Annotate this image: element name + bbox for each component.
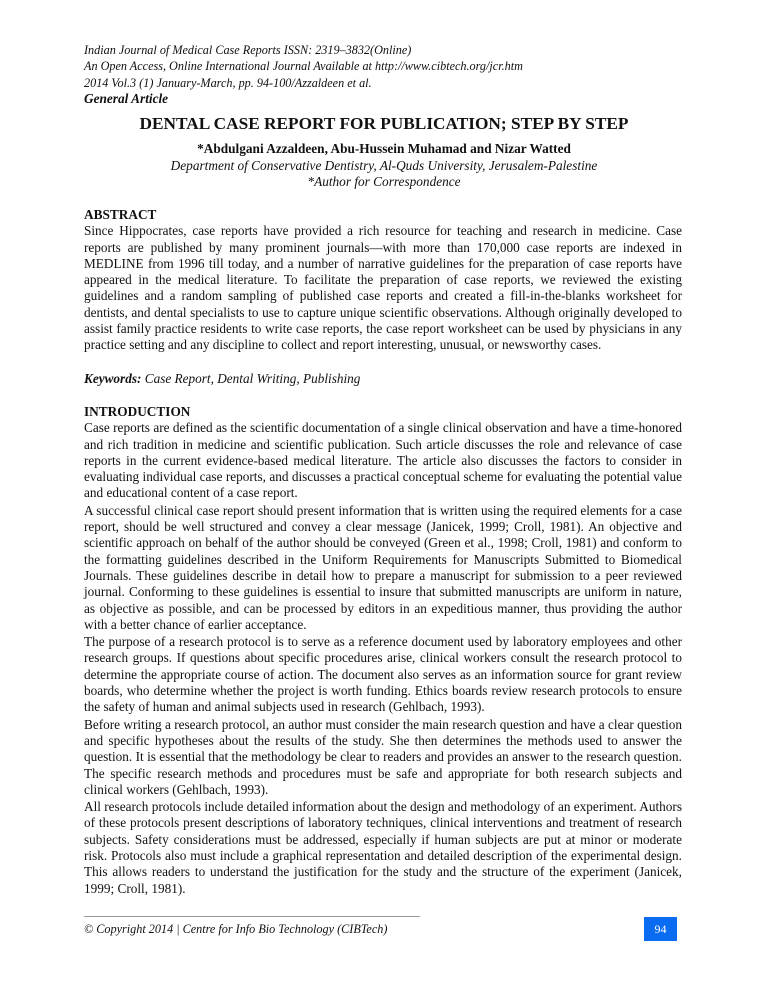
intro-paragraph: All research protocols include detailed information about the design and methodology of an experiment. Authors of these protocols present descriptions of laboratory techniques, clinical interventions and treatment of research subjects. Safety considerations must be addressed, especially if human subjects are put at minor or moderate risk. Protocols also must include a graphical representation and detailed description of the experimental design. This allows readers to understand the justification for the study and the structure of the experiment (Janicek, 1999; Croll, 1981). (84, 799, 682, 896)
affiliation: Department of Conservative Dentistry, Al-Quds University, Jerusalem-Palestine (170, 158, 598, 173)
introduction-heading: INTRODUCTION (84, 403, 191, 419)
journal-header (84, 42, 523, 107)
authors: *Abdulgani Azzaldeen, Abu-Hussein Muhamad and Nizar Watted (197, 141, 571, 156)
page-number: 94 (644, 917, 677, 941)
journal-access: An Open Access, Online International Journal Available at http://www.cibtech.org/jcr.htm (84, 59, 523, 74)
abstract-text: Since Hippocrates, case reports have provided a rich resource for teaching and research in medicine. Case reports are published by many prominent journals—with more than 170,000 case reports are indexed in MEDLINE from 1996 till today, and a number of narrative guidelines for the preparation of case reports have appeared in the medical literature. To facilitate the preparation of case reports, we reviewed the existing guidelines and a random sampling of published case reports and created a fill-in-the-blanks worksheet for dentists, and dental specialists to use to capture unique scientific observations. Although originally developed to assist family practice residents to write case reports, the case report worksheet can be used by physicians in any practice setting and any discipline to collect and report interesting, unusual, or newsworthy cases. (84, 223, 682, 353)
journal-volume: 2014 Vol.3 (1) January-March, pp. 94-100/Azzaldeen et al. (84, 75, 372, 90)
correspondence-note: *Author for Correspondence (307, 174, 461, 189)
intro-paragraph: Before writing a research protocol, an author must consider the main research question and have a clear question and specific hypotheses about the results of the study. She then determines the methods used to answer the question. It is essential that the methodology be clear to readers and provides an answer to the research question. The specific research methods and procedures must be safe and appropriate for both research subjects and clinical workers (Gehlbach, 1993). (84, 716, 682, 797)
article-type: General Article (84, 90, 169, 106)
footer-divider (84, 916, 420, 917)
keywords (84, 371, 682, 387)
paper-body (84, 207, 682, 898)
keywords-text: Case Report, Dental Writing, Publishing (141, 370, 361, 386)
paper-title: DENTAL CASE REPORT FOR PUBLICATION; STEP BY STEP (139, 114, 629, 133)
intro-paragraph: The purpose of a research protocol is to serve as a reference document used by laboratory employees and other research groups. If questions about specific procedures arise, clinical workers consult the research protocol to determine the appropriate course of action. The document also serves as an information source for grant review boards, who determine whether the project is worth funding. Ethics boards review research protocols to ensure the safety of human and animal subjects used in research (Gehlbach, 1993). (84, 634, 682, 715)
copyright: © Copyright 2014 | Centre for Info Bio Technology (CIBTech) (84, 922, 388, 936)
journal-name: Indian Journal of Medical Case Reports ISSN: 2319–3832(Online) (84, 43, 412, 57)
keywords-label: Keywords: (84, 370, 142, 386)
intro-paragraph: Case reports are defined as the scientific documentation of a single clinical observation and have a time-honored and rich tradition in medicine and scientific publication. Such article discusses the role and relevance of case reports in the current evidence-based medical literature. The article also discusses the factors to consider in evaluating individual case reports, and discusses a practical conceptual scheme for evaluating the potential value and educational content of a case report. (84, 420, 682, 501)
intro-paragraph: A successful clinical case report should present information that is written using the required elements for a case report, should be well structured and convey a clear message (Janicek, 1999; Croll, 1981). An objective and scientific approach on behalf of the author should be conveyed (Green et al., 1998; Croll, 1981) and conform to the formatting guidelines described in the Uniform Requirements for Manuscripts Submitted to Biomedical Journals. These guidelines describe in detail how to prepare a manuscript for submission to a peer reviewed journal. Conforming to these guidelines is essential to insure that submitted manuscripts are uniform in nature, as objective as possible, and can be processed by editors in an expeditious manner, thus providing the author with a better chance of earlier acceptance. (84, 502, 682, 632)
abstract-heading: ABSTRACT (84, 207, 157, 222)
